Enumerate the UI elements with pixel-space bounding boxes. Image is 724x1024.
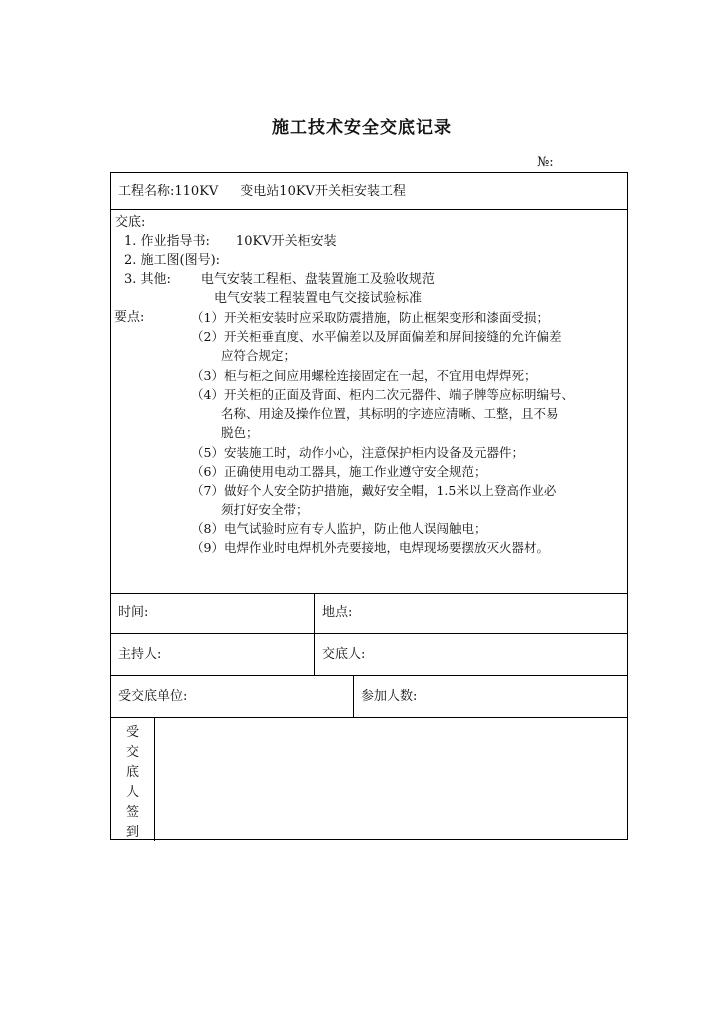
column-divider [314,593,315,675]
item-number: 1. 作业指导书: [124,234,210,249]
host-label: 主持人: [118,647,162,662]
signature-char: 人 [125,785,139,800]
key-point: （3）柜与柜之间应用螺栓连接固定在一起，不宜用电焊焊死； [191,368,537,383]
place-label: 地点: [322,605,353,620]
receiving-unit-label: 受交底单位: [118,689,188,704]
divider [111,209,627,210]
project-name-row [118,184,406,200]
key-point: （7）做好个人安全防护措施，戴好安全帽，1.5米以上登高作业必 [191,483,557,498]
handover-item-3 [124,272,435,288]
signature-label [111,723,154,843]
handover-item-1 [124,234,337,250]
page-title: 施工技术安全交底记录 [272,118,452,138]
time-label: 时间: [118,605,149,620]
key-point: （8）电气试验时应有专人监护，防止他人误闯触电； [191,521,487,536]
key-point-continued: 名称、用途及操作位置，其标明的字迹应清晰、工整，且不易 [221,406,559,421]
signature-char: 交 [125,745,139,760]
divider [111,633,627,634]
item-value: 电气安装工程柜、盘装置施工及验收规范 [200,272,435,287]
document-number-label: №: [537,155,554,170]
key-point: （2）开关柜垂直度、水平偏差以及屏面偏差和屏间接缝的允许偏差 [191,329,562,344]
key-point-continued: 应符合规定； [221,348,297,363]
handover-item-3-continued: 电气安装工程装置电气交接试验标准 [214,291,423,306]
handover-record-table [110,172,628,840]
key-point: （1）开关柜安装时应采取防震措施，防止框架变形和漆面受损； [191,310,549,325]
key-point-continued: 脱色； [221,425,259,440]
signature-char: 签 [125,805,139,820]
key-point: （6）正确使用电动工器具，施工作业遵守安全规范； [191,464,487,479]
key-point: （4）开关柜的正面及背面、柜内二次元器件、端子牌等应标明编号、 [191,387,574,402]
item-number: 2. 施工图(图号): [124,253,221,268]
signature-char: 到 [125,825,139,840]
item-number: 3. 其他: [124,272,171,287]
item-value: 10KV开关柜安装 [235,234,337,249]
signature-area[interactable] [155,718,627,839]
presenter-label: 交底人: [322,647,366,662]
signature-char: 受 [125,725,139,740]
divider [111,593,627,594]
participants-label: 参加人数: [361,689,418,704]
signature-char: 底 [125,765,139,780]
handover-label: 交底: [115,215,146,230]
project-name-value: 变电站10KV开关柜安装工程 [240,184,406,199]
project-name-label: 工程名称:110KV [118,184,219,199]
divider [111,675,627,676]
column-divider [353,675,354,717]
handover-item-2 [124,253,246,269]
key-point: （5）安装施工时，动作小心，注意保护柜内设备及元器件； [191,445,524,460]
key-point-continued: 须打好安全带； [221,502,309,517]
key-points-label: 要点: [114,310,145,325]
key-point: （9）电焊作业时电焊机外壳要接地，电焊现场要摆放灭火器材。 [191,540,549,555]
